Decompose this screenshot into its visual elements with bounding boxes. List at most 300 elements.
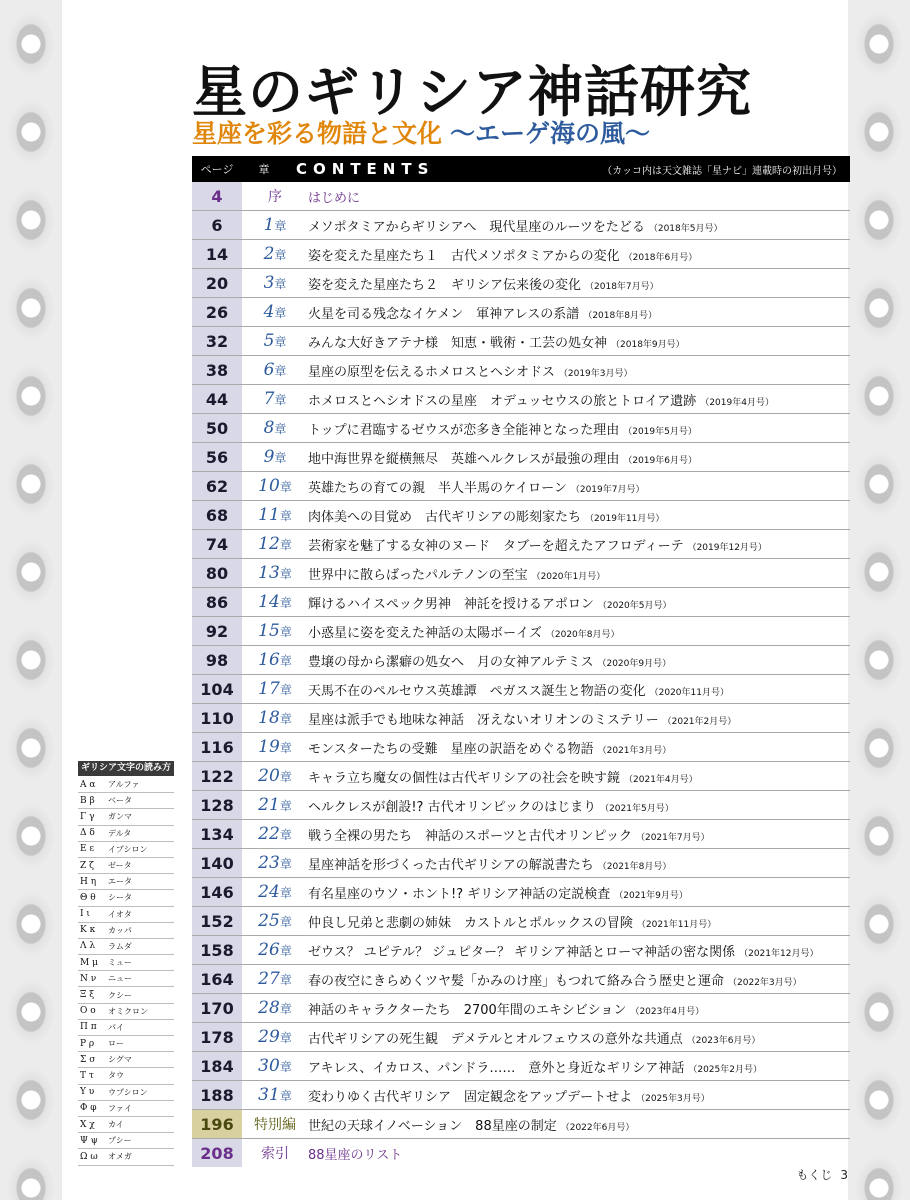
toc-title-text: 星座神話を形づくった古代ギリシアの解説書たち	[308, 857, 594, 873]
toc-row	[192, 443, 850, 472]
toc-page-number: 188	[192, 1081, 242, 1109]
toc-title-text: 火星を司る残念なイケメン 軍神アレスの系譜	[308, 306, 580, 322]
toc-page-number: 20	[192, 269, 242, 297]
toc-chapter	[242, 1085, 308, 1105]
greek-row	[78, 939, 174, 955]
toc-chapter-number: 20	[258, 766, 280, 786]
toc-chapter-number: 9	[263, 447, 275, 467]
toc-issue: （2021年11月号）	[636, 919, 717, 930]
greek-letter: Ε ε	[80, 844, 95, 855]
toc-chapter-label: 章	[279, 857, 292, 871]
greek-row	[78, 1052, 174, 1068]
toc-title-text: 神話のキャラクターたち 2700年間のエキシビション	[308, 1002, 627, 1018]
toc-page-number: 104	[192, 675, 242, 703]
toc-issue: （2018年7月号）	[585, 281, 659, 292]
greek-letter: Ι ι	[80, 909, 90, 920]
greek-letter-name: オメガ	[108, 1152, 132, 1162]
toc-page-number: 146	[192, 878, 242, 906]
ornamental-border-right	[848, 0, 910, 1200]
toc-chapter-title	[308, 767, 698, 786]
toc-chapter	[242, 737, 308, 757]
toc-row	[192, 240, 850, 269]
toc-row	[192, 675, 850, 704]
toc-chapter-label: 章	[279, 973, 292, 987]
toc-chapter-label: 章	[279, 683, 292, 697]
toc-title-text: はじめに	[308, 190, 361, 206]
toc-row	[192, 617, 850, 646]
greek-letter: Ρ ρ	[80, 1038, 95, 1049]
greek-row	[78, 955, 174, 971]
toc-chapter	[242, 389, 308, 409]
toc-page-number: 80	[192, 559, 242, 587]
toc-chapter-number: 12	[258, 534, 280, 554]
toc-title-text: キャラ立ち魔女の個性は古代ギリシアの社会を映す鏡	[308, 770, 621, 786]
greek-letter-name: カイ	[108, 1120, 124, 1130]
toc-issue: （2018年8月号）	[583, 310, 657, 321]
toc-row	[192, 414, 850, 443]
toc-chapter-number: 1	[263, 215, 275, 235]
toc-title-text: 世界中に散らばったパルテノンの至宝	[308, 567, 528, 583]
toc-row	[192, 878, 850, 907]
greek-row	[78, 1117, 174, 1133]
ornamental-border-left	[0, 0, 62, 1200]
greek-table-rows	[78, 777, 174, 1166]
toc-title-text: 88星座のリスト	[308, 1147, 403, 1163]
toc-issue: （2020年9月号）	[597, 658, 672, 669]
toc-title-text: ヘルクレスが創設!? 古代オリンピックのはじまり	[308, 799, 597, 815]
toc-page-number: 68	[192, 501, 242, 529]
toc-chapter-label: 索引	[261, 1146, 289, 1162]
toc-chapter	[242, 418, 308, 438]
toc-chapter	[242, 766, 308, 786]
toc-chapter-label: 章	[279, 1031, 292, 1045]
toc-page-number: 178	[192, 1023, 242, 1051]
toc-chapter-label: 章	[279, 712, 292, 726]
toc-chapter-title	[308, 1115, 634, 1134]
toc-chapter-number: 11	[258, 505, 280, 525]
toc-chapter-title	[308, 999, 704, 1018]
toc-issue: （2021年12月号）	[739, 948, 819, 959]
toc-chapter	[242, 1114, 308, 1134]
toc-chapter-title	[308, 883, 688, 902]
toc-chapter-label: 章	[279, 567, 292, 581]
toc-title-text: メソポタミアからギリシアへ 現代星座のルーツをたどる	[308, 219, 645, 235]
toc-chapter-number: 27	[258, 969, 280, 989]
toc-page-number: 56	[192, 443, 242, 471]
toc-chapter-label: 章	[279, 1060, 292, 1074]
greek-row	[78, 987, 174, 1003]
greek-letter-name: ラムダ	[108, 941, 132, 951]
toc-issue: （2025年3月号）	[636, 1093, 710, 1104]
greek-letter: Ω ω	[80, 1151, 98, 1162]
toc-title-text: 姿を変えた星座たち１ 古代メソポタミアからの変化	[308, 248, 620, 264]
table-of-contents	[192, 156, 850, 1167]
toc-chapter	[242, 534, 308, 554]
toc-page-number: 140	[192, 849, 242, 877]
toc-chapter-label: 章	[279, 654, 292, 668]
greek-letter-name: デルタ	[108, 828, 132, 838]
toc-chapter-label: 章	[279, 480, 292, 494]
greek-table-header: ギリシア文字の読み方	[78, 761, 174, 776]
toc-chapter-number: 31	[258, 1085, 280, 1105]
toc-chapter	[242, 969, 308, 989]
toc-row	[192, 936, 850, 965]
toc-issue: （2019年12月号）	[687, 542, 767, 553]
toc-chapter-number: 28	[258, 998, 280, 1018]
toc-chapter-title	[308, 622, 620, 641]
toc-title-text: 天馬不在のペルセウス英雄譚 ペガスス誕生と物語の変化	[308, 683, 646, 699]
greek-row	[78, 777, 174, 793]
toc-page-number: 38	[192, 356, 242, 384]
page-title: 星のギリシア神話研究	[192, 59, 753, 124]
toc-chapter-label: 章	[279, 799, 292, 813]
toc-chapter-title	[308, 274, 659, 293]
toc-chapter-title	[308, 390, 774, 409]
toc-chapter	[242, 998, 308, 1018]
greek-letter-name: パイ	[108, 1022, 124, 1032]
toc-row	[192, 385, 850, 414]
greek-letter: Μ μ	[80, 957, 98, 968]
toc-chapter-number: 14	[258, 592, 280, 612]
greek-row	[78, 793, 174, 809]
toc-chapter-number: 21	[258, 795, 280, 815]
toc-row	[192, 356, 850, 385]
toc-chapter-label: 章	[274, 393, 287, 407]
greek-letter: Υ υ	[80, 1087, 95, 1098]
toc-row	[192, 820, 850, 849]
toc-chapter-number: 10	[258, 476, 280, 496]
toc-chapter-label: 章	[279, 596, 292, 610]
toc-issue: （2019年5月号）	[623, 426, 697, 437]
toc-chapter-label: 章	[279, 828, 292, 842]
greek-letter: Ζ ζ	[80, 860, 94, 871]
greek-row	[78, 874, 174, 890]
greek-letter-name: オミクロン	[108, 1006, 148, 1016]
toc-title-text: 肉体美への目覚め 古代ギリシアの彫刻家たち	[308, 509, 582, 525]
toc-title-text: ホメロスとヘシオドスの星座 オデュッセウスの旅とトロイア遺跡	[308, 393, 697, 409]
toc-page-number: 62	[192, 472, 242, 500]
footer-page-number: 3	[840, 1168, 848, 1182]
toc-chapter-label: 章	[274, 219, 287, 233]
toc-header-chapter: 章	[258, 163, 270, 176]
toc-chapter-number: 2	[263, 244, 275, 264]
greek-row	[78, 809, 174, 825]
toc-chapter-label: 章	[279, 944, 292, 958]
greek-row	[78, 842, 174, 858]
toc-row	[192, 733, 850, 762]
greek-letter-name: プシー	[108, 1136, 132, 1146]
toc-row	[192, 501, 850, 530]
toc-page-number: 152	[192, 907, 242, 935]
toc-chapter-number: 16	[258, 650, 280, 670]
toc-chapter-label: 章	[279, 1089, 292, 1103]
greek-letter: Τ τ	[80, 1070, 94, 1081]
footer-label: もくじ	[796, 1168, 833, 1182]
greek-letter-name: シータ	[108, 893, 132, 903]
toc-row	[192, 1081, 850, 1110]
greek-row	[78, 1133, 174, 1149]
subtitle-tagline: 〜エーゲ海の風〜	[450, 119, 651, 148]
toc-chapter-label: 章	[279, 741, 292, 755]
toc-page-number: 110	[192, 704, 242, 732]
toc-issue: （2021年2月号）	[662, 716, 737, 727]
toc-title-text: 輝けるハイスペック男神 神託を授けるアポロン	[308, 596, 594, 612]
toc-title-text: みんな大好きアテナ様 知恵・戦術・工芸の処女神	[308, 335, 608, 351]
toc-chapter	[242, 273, 308, 293]
greek-letter-name: ニュー	[108, 974, 132, 984]
toc-row	[192, 327, 850, 356]
greek-letter-name: クシー	[108, 990, 132, 1000]
greek-letter: Λ λ	[80, 941, 96, 952]
toc-page-number: 170	[192, 994, 242, 1022]
greek-row	[78, 1149, 174, 1165]
toc-chapter-number: 8	[263, 418, 275, 438]
toc-chapter-number: 30	[258, 1056, 280, 1076]
toc-page-number: 98	[192, 646, 242, 674]
toc-chapter-title	[308, 825, 710, 844]
greek-letter: Φ φ	[80, 1103, 97, 1114]
toc-title-text: 古代ギリシアの死生観 デメテルとオルフェウスの意外な共通点	[308, 1031, 683, 1047]
toc-row	[192, 211, 850, 240]
toc-title-text: 有名星座のウソ・ホント!? ギリシア神話の定説検査	[308, 886, 611, 902]
toc-chapter-label: 章	[279, 1002, 292, 1016]
toc-chapter	[242, 853, 308, 873]
greek-row	[78, 907, 174, 923]
toc-chapter-number: 18	[258, 708, 280, 728]
toc-issue: （2022年6月号）	[560, 1122, 635, 1133]
toc-chapter	[242, 331, 308, 351]
toc-chapter-number: 5	[263, 331, 275, 351]
toc-chapter-label: 章	[279, 886, 292, 900]
toc-title-text: 英雄たちの育ての親 半人半馬のケイローン	[308, 480, 567, 496]
toc-page-number: 14	[192, 240, 242, 268]
greek-letter-name: ミュー	[108, 958, 132, 968]
toc-chapter-label: 章	[279, 625, 292, 639]
greek-letter: Α α	[80, 779, 96, 790]
toc-row	[192, 791, 850, 820]
toc-title-text: 豊壌の母から潔癖の処女へ 月の女神アルテミス	[308, 654, 594, 670]
toc-title-text: アキレス、イカロス、パンドラ…… 意外と身近なギリシア神話	[308, 1060, 685, 1076]
toc-chapter-number: 23	[258, 853, 280, 873]
greek-letter: Θ θ	[80, 892, 96, 903]
greek-letter-name: ロー	[108, 1039, 124, 1049]
toc-row	[192, 182, 850, 211]
toc-chapter-label: 章	[274, 277, 287, 291]
toc-page-number: 196	[192, 1110, 242, 1138]
toc-page-number: 44	[192, 385, 242, 413]
greek-letter-name: ゼータ	[108, 861, 132, 871]
toc-page-number: 92	[192, 617, 242, 645]
greek-row	[78, 1004, 174, 1020]
greek-letter-name: エータ	[108, 877, 132, 887]
page-footer	[796, 1166, 848, 1183]
greek-letter-name: シグマ	[108, 1055, 132, 1065]
toc-row	[192, 646, 850, 675]
greek-alphabet-table	[78, 761, 174, 1166]
greek-row	[78, 890, 174, 906]
toc-chapter	[242, 186, 308, 206]
toc-chapter-label: 序	[268, 189, 282, 205]
toc-page-number: 116	[192, 733, 242, 761]
toc-chapter-title	[308, 564, 605, 583]
toc-chapter-title	[308, 912, 716, 931]
toc-page-number: 4	[192, 182, 242, 210]
toc-chapter-title	[308, 332, 685, 351]
toc-page-number: 134	[192, 820, 242, 848]
subtitle-main: 星座を彩る物語と文化	[192, 119, 443, 148]
toc-page-number: 184	[192, 1052, 242, 1080]
greek-letter-name: タウ	[108, 1071, 124, 1081]
toc-chapter-number: 17	[258, 679, 280, 699]
toc-chapter-title	[308, 680, 729, 699]
toc-chapter-title	[308, 796, 674, 815]
greek-letter-name: カッパ	[108, 925, 132, 935]
greek-row	[78, 826, 174, 842]
toc-chapter	[242, 824, 308, 844]
toc-chapter-title	[308, 216, 722, 235]
toc-chapter	[242, 795, 308, 815]
greek-row	[78, 858, 174, 874]
toc-row	[192, 269, 850, 298]
toc-row	[192, 907, 850, 936]
toc-row	[192, 704, 850, 733]
toc-chapter-label: 章	[279, 915, 292, 929]
toc-chapter-number: 15	[258, 621, 280, 641]
toc-row	[192, 530, 850, 559]
toc-row	[192, 849, 850, 878]
toc-title-text: ゼウス？ ユピテル？ ジュピター？ ギリシア神話とローマ神話の密な関係	[308, 944, 736, 960]
toc-chapter-label: 章	[279, 509, 292, 523]
toc-row	[192, 559, 850, 588]
toc-header	[192, 156, 850, 182]
greek-letter-name: イオタ	[108, 909, 132, 919]
toc-issue: （2018年5月号）	[648, 223, 723, 234]
greek-row	[78, 1068, 174, 1084]
toc-row	[192, 588, 850, 617]
toc-chapter-label: 章	[274, 306, 287, 320]
toc-chapter-title	[308, 970, 802, 989]
toc-chapter	[242, 1143, 308, 1163]
page-subtitle	[192, 114, 650, 150]
toc-issue: （2018年6月号）	[623, 252, 698, 263]
toc-chapter-title	[308, 1086, 710, 1105]
toc-title-text: 春の夜空にきらめくツヤ髪「かみのけ座」もつれて絡み合う歴史と運命	[308, 973, 725, 989]
greek-letter-name: ファイ	[108, 1103, 132, 1113]
toc-title-text: 星座は派手でも地味な神話 冴えないオリオンのミステリー	[308, 712, 659, 728]
toc-chapter-number: 7	[263, 389, 275, 409]
toc-chapter-title	[308, 651, 671, 670]
toc-page-number: 208	[192, 1139, 242, 1167]
toc-issue: （2022年3月号）	[728, 977, 802, 988]
toc-chapter-label: 章	[274, 335, 287, 349]
toc-issue: （2019年3月号）	[558, 368, 633, 379]
toc-page-number: 6	[192, 211, 242, 239]
toc-chapter-number: 19	[258, 737, 280, 757]
toc-page-number: 50	[192, 414, 242, 442]
toc-chapter	[242, 360, 308, 380]
greek-letter: Ξ ξ	[80, 990, 95, 1001]
toc-issue: （2020年11月号）	[649, 687, 729, 698]
greek-letter: Χ χ	[80, 1119, 95, 1130]
toc-issue: （2021年4月号）	[624, 774, 698, 785]
greek-row	[78, 1085, 174, 1101]
toc-chapter	[242, 621, 308, 641]
toc-issue: （2023年6月号）	[686, 1035, 761, 1046]
greek-letter: Π π	[80, 1022, 97, 1033]
toc-chapter	[242, 882, 308, 902]
toc-chapter-title	[308, 245, 697, 264]
toc-chapter-label: 章	[274, 364, 287, 378]
toc-rows	[192, 182, 850, 1167]
toc-row	[192, 1139, 850, 1167]
toc-chapter-label: 章	[274, 422, 287, 436]
toc-issue: （2021年5月号）	[600, 803, 674, 814]
toc-chapter-number: 22	[258, 824, 280, 844]
toc-row	[192, 1110, 850, 1139]
toc-row	[192, 298, 850, 327]
toc-chapter-number: 25	[258, 911, 280, 931]
toc-chapter-number: 29	[258, 1027, 280, 1047]
greek-row	[78, 1101, 174, 1117]
toc-chapter-title	[308, 361, 633, 380]
greek-letter-name: アルファ	[108, 780, 140, 790]
toc-chapter-title	[308, 709, 736, 728]
toc-title-text: 戦う全裸の男たち 神話のスポーツと古代オリンピック	[308, 828, 632, 844]
greek-letter: Δ δ	[80, 828, 95, 839]
greek-letter-name: ベータ	[108, 796, 132, 806]
toc-chapter	[242, 940, 308, 960]
toc-chapter	[242, 447, 308, 467]
toc-chapter-title	[308, 477, 644, 496]
toc-chapter	[242, 679, 308, 699]
toc-chapter-title	[308, 1144, 402, 1163]
toc-page-number: 74	[192, 530, 242, 558]
toc-page-number: 122	[192, 762, 242, 790]
toc-title-text: モンスターたちの受難 星座の訳語をめぐる物語	[308, 741, 594, 757]
toc-page-number: 128	[192, 791, 242, 819]
toc-row	[192, 994, 850, 1023]
toc-issue: （2021年3月号）	[597, 745, 672, 756]
greek-letter: Ν ν	[80, 973, 97, 984]
toc-page-number: 26	[192, 298, 242, 326]
toc-issue: （2019年6月号）	[623, 455, 697, 466]
toc-chapter	[242, 505, 308, 525]
toc-chapter-number: 24	[258, 882, 280, 902]
toc-chapter-label: 章	[274, 451, 287, 465]
toc-title-text: 芸術家を魅了する女神のヌード タブーを超えたアフロディーテ	[308, 538, 684, 554]
toc-page-number: 32	[192, 327, 242, 355]
toc-issue: （2018年9月号）	[611, 339, 685, 350]
toc-title-text: 姿を変えた星座たち２ ギリシア伝来後の変化	[308, 277, 582, 293]
toc-row	[192, 1052, 850, 1081]
toc-issue: （2020年1月号）	[531, 571, 606, 582]
toc-issue: （2019年4月号）	[700, 397, 774, 408]
toc-chapter-number: 13	[258, 563, 280, 583]
greek-letter-name: イプシロン	[108, 844, 148, 854]
toc-chapter-title	[308, 738, 671, 757]
toc-chapter-title	[308, 187, 360, 206]
toc-chapter-label: 章	[279, 770, 292, 784]
toc-chapter	[242, 215, 308, 235]
toc-issue: （2019年7月号）	[570, 484, 645, 495]
toc-chapter	[242, 911, 308, 931]
greek-row	[78, 1020, 174, 1036]
toc-chapter	[242, 1027, 308, 1047]
toc-issue: （2020年8月号）	[545, 629, 620, 640]
greek-letter-name: ウプシロン	[108, 1087, 148, 1097]
toc-title-text: 地中海世界を縦横無尽 英雄ヘルクレスが最強の理由	[308, 451, 620, 467]
toc-row	[192, 965, 850, 994]
